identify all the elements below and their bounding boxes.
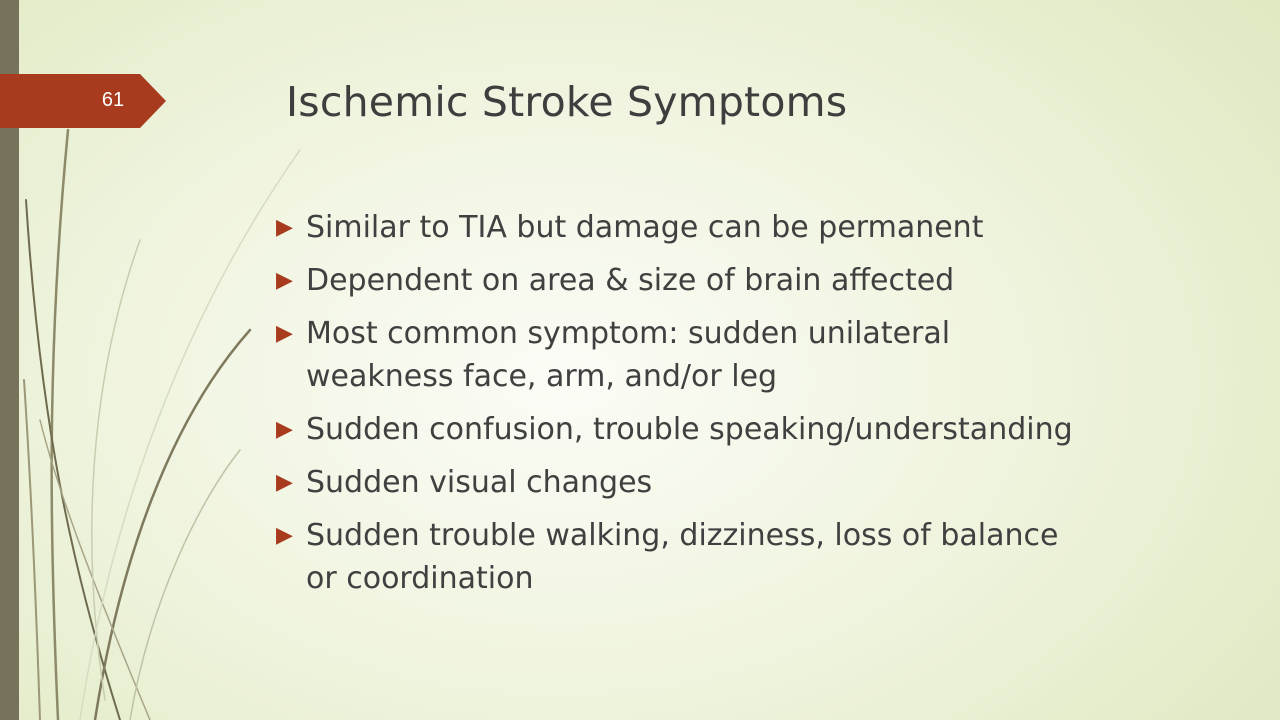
- bullet-item: [276, 461, 1256, 504]
- bullet-marker-icon: ▶: [276, 215, 293, 240]
- slide-title: Ischemic Stroke Symptoms: [286, 78, 848, 126]
- bullet-text-line: Sudden trouble walking, dizziness, loss of balance: [306, 518, 1059, 553]
- bullet-marker-icon: ▶: [276, 321, 293, 346]
- bullet-text-line: weakness face, arm, and/or leg: [306, 359, 778, 394]
- bullet-list: [276, 206, 1256, 610]
- bullet-text-line: Most common symptom: sudden unilateral: [306, 316, 951, 351]
- bullet-item: [276, 514, 1256, 600]
- bullet-marker-icon: ▶: [276, 417, 293, 442]
- bullet-text-line: or coordination: [306, 561, 534, 596]
- bullet-item: [276, 206, 1256, 249]
- bullet-item: [276, 312, 1256, 398]
- bullet-text: Sudden visual changes: [306, 465, 653, 500]
- bullet-text: Dependent on area & size of brain affected: [306, 263, 955, 298]
- bullet-item: [276, 408, 1256, 451]
- bullet-item: [276, 259, 1256, 302]
- bullet-marker-icon: ▶: [276, 470, 293, 495]
- bullet-marker-icon: ▶: [276, 523, 293, 548]
- bullet-marker-icon: ▶: [276, 268, 293, 293]
- slide-number: 61: [101, 89, 125, 111]
- bullet-text: Sudden confusion, trouble speaking/understanding: [306, 412, 1073, 447]
- slide-number-tag: [0, 74, 166, 128]
- bullet-text: Similar to TIA but damage can be permanent: [306, 210, 984, 245]
